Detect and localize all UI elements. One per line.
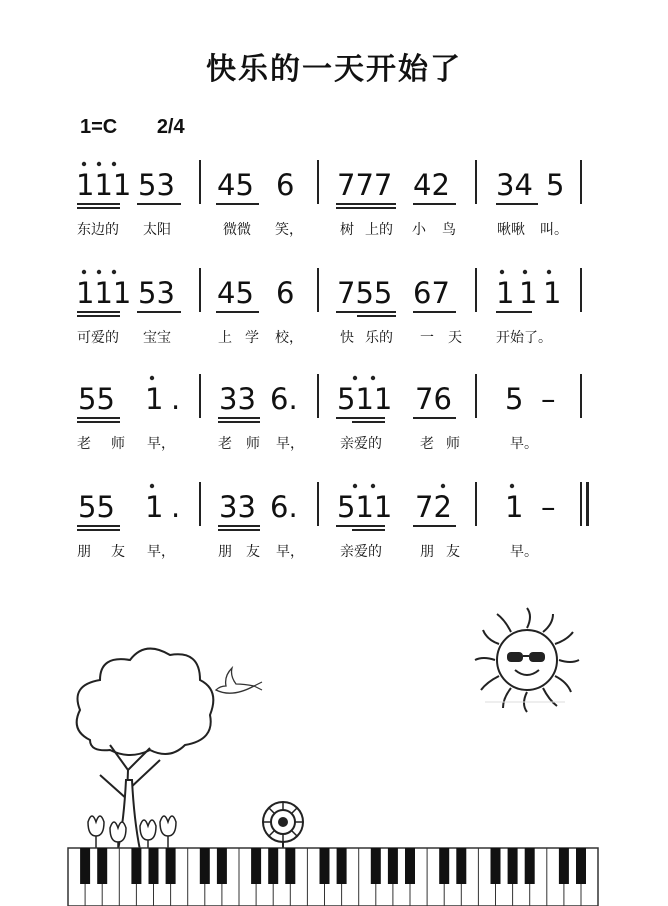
- lyric: 友: [246, 544, 260, 560]
- piano-black-key: [491, 848, 501, 884]
- lyric: 宝宝: [143, 330, 171, 346]
- bird-icon: [216, 668, 262, 693]
- lyric: 师: [111, 436, 125, 452]
- lyric: 朋: [420, 544, 434, 560]
- lyric: 小: [412, 222, 426, 238]
- bar-line: [580, 160, 582, 204]
- bar-line: [199, 268, 201, 312]
- note-group: 33: [219, 490, 256, 524]
- note-group: 67: [413, 276, 450, 310]
- time-signature: 2/4: [156, 116, 185, 138]
- piano-black-key: [576, 848, 586, 884]
- piano-black-key: [320, 848, 330, 884]
- piano-black-key: [456, 848, 466, 884]
- note-group: 33: [219, 382, 256, 416]
- lyric: 鸟: [442, 222, 456, 238]
- flower-icon: [263, 802, 303, 852]
- note-group: –: [541, 382, 556, 416]
- lyric: 老: [218, 436, 232, 452]
- lyric: 老: [420, 436, 434, 452]
- note-group: 53: [138, 276, 175, 310]
- lyric: 早，: [276, 544, 304, 560]
- lyric: 啾啾: [497, 222, 525, 238]
- note-group: 777: [337, 168, 393, 202]
- note-group: 45: [217, 168, 254, 202]
- note-group: –: [541, 490, 556, 524]
- piano-black-key: [337, 848, 347, 884]
- lyric: 亲爱的: [340, 544, 382, 560]
- note-group: 5: [546, 168, 565, 202]
- note-group: 6: [276, 276, 295, 310]
- note-group: 111: [76, 168, 132, 202]
- note-group: 55: [78, 490, 115, 524]
- piano-black-key: [97, 848, 107, 884]
- score-line-1: [0, 168, 668, 268]
- lyric: 乐的: [365, 330, 393, 346]
- note-group: 6.: [270, 490, 298, 524]
- bar-line: [580, 374, 582, 418]
- note-group: 55: [78, 382, 115, 416]
- lyric: 友: [111, 544, 125, 560]
- piano-black-key: [371, 848, 381, 884]
- score-line-2: [0, 276, 668, 376]
- note-group: .: [171, 490, 181, 524]
- note-group: 45: [217, 276, 254, 310]
- lyric: 一: [420, 330, 434, 346]
- note-group: 1: [505, 490, 524, 524]
- lyric: 早。: [510, 544, 538, 560]
- note-group: 72: [415, 490, 452, 524]
- lyric: 亲爱的: [340, 436, 382, 452]
- lyric: 师: [246, 436, 260, 452]
- lyric: 笑，: [275, 222, 303, 238]
- lyric: 校，: [275, 330, 303, 346]
- bar-line: [475, 160, 477, 204]
- lyric: 老: [77, 436, 91, 452]
- lyric: 天: [448, 330, 462, 346]
- piano-black-key: [217, 848, 227, 884]
- note-group: 1: [145, 382, 164, 416]
- notation-marks: [0, 382, 668, 442]
- piano-black-key: [388, 848, 398, 884]
- song-title: 快乐的一天开始了: [206, 52, 462, 87]
- note-group: 1: [543, 276, 562, 310]
- lyric: 上: [218, 330, 232, 346]
- bar-line: [475, 482, 477, 526]
- piano-black-key: [405, 848, 415, 884]
- lyric: 可爱的: [77, 330, 119, 346]
- note-group: 34: [496, 168, 533, 202]
- score-line-3: [0, 382, 668, 482]
- note-group: 511: [337, 490, 393, 524]
- bar-line: [317, 374, 319, 418]
- note-group: 53: [138, 168, 175, 202]
- bar-line: [317, 268, 319, 312]
- piano-black-key: [508, 848, 518, 884]
- note-group: 1: [496, 276, 515, 310]
- lyric: 友: [446, 544, 460, 560]
- piano-black-key: [149, 848, 159, 884]
- note-group: .: [171, 382, 181, 416]
- note-group: 755: [337, 276, 393, 310]
- lyric: 微微: [223, 222, 251, 238]
- note-group: 6.: [270, 382, 298, 416]
- note-group: 5: [505, 382, 524, 416]
- lyric: 太阳: [143, 222, 171, 238]
- note-group: 1: [519, 276, 538, 310]
- lyric: 东边的: [77, 222, 119, 238]
- lyric: 师: [446, 436, 460, 452]
- final-bar-line: [580, 482, 582, 526]
- note-group: 511: [337, 382, 393, 416]
- lyric: 上的: [365, 222, 393, 238]
- lyric: 早，: [147, 544, 175, 560]
- bar-line: [475, 268, 477, 312]
- note-group: 6: [276, 168, 295, 202]
- lyric: 早。: [510, 436, 538, 452]
- note-group: 111: [76, 276, 132, 310]
- piano-black-key: [439, 848, 449, 884]
- bar-line: [199, 160, 201, 204]
- score-line-4: [0, 490, 668, 590]
- bar-line: [475, 374, 477, 418]
- key-time-signature: [80, 116, 219, 139]
- bar-line: [580, 268, 582, 312]
- piano-black-key: [200, 848, 210, 884]
- bar-line: [199, 482, 201, 526]
- lyric: 早，: [276, 436, 304, 452]
- piano-black-key: [131, 848, 141, 884]
- decorative-illustration: [0, 600, 668, 906]
- piano-black-key: [166, 848, 176, 884]
- lyric: 快: [340, 330, 354, 346]
- notation-marks: [0, 490, 668, 550]
- lyric: 朋: [77, 544, 91, 560]
- note-group: 1: [145, 490, 164, 524]
- piano-black-key: [525, 848, 535, 884]
- lyric: 叫。: [540, 222, 568, 238]
- lyric: 树: [340, 222, 354, 238]
- lyric: 朋: [218, 544, 232, 560]
- lyric: 早，: [147, 436, 175, 452]
- note-group: 42: [413, 168, 450, 202]
- lyric: 学: [245, 330, 259, 346]
- bar-line: [317, 160, 319, 204]
- piano-black-key: [80, 848, 90, 884]
- piano-black-key: [251, 848, 261, 884]
- bar-line: [199, 374, 201, 418]
- sun-icon: [475, 608, 579, 712]
- piano-black-key: [285, 848, 295, 884]
- piano-black-key: [559, 848, 569, 884]
- note-group: 76: [415, 382, 452, 416]
- piano-keyboard-icon: [68, 848, 598, 906]
- lyric: 开始了。: [496, 330, 552, 346]
- piano-black-key: [268, 848, 278, 884]
- key-signature: 1=C: [80, 116, 118, 138]
- bar-line: [317, 482, 319, 526]
